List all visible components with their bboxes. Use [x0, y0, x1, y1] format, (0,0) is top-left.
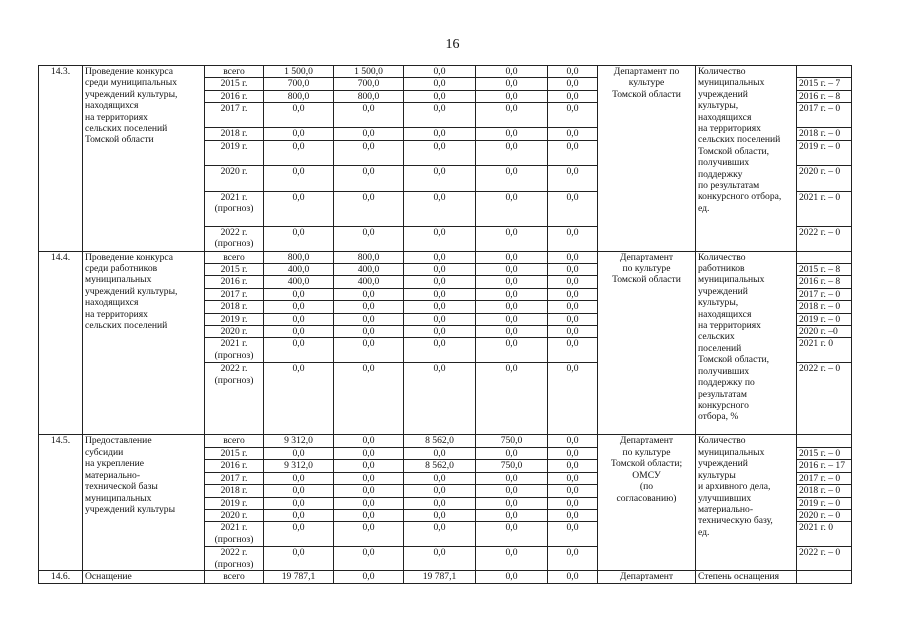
amount-col-5: 0,0 [548, 547, 598, 571]
amount-col-2: 0,0 [334, 226, 404, 251]
amount-col-3: 0,0 [404, 326, 476, 338]
indicator-value: 2020 г. –0 [797, 326, 852, 338]
amount-col-4: 0,0 [476, 78, 548, 90]
amount-col-2: 0,0 [334, 140, 404, 165]
amount-col-2: 0,0 [334, 571, 404, 583]
amount-col-1: 800,0 [264, 90, 334, 102]
amount-col-1: 0,0 [264, 447, 334, 459]
amount-col-3: 0,0 [404, 497, 476, 509]
period-label: 2016 г. [205, 460, 264, 472]
indicator-value [797, 251, 852, 263]
amount-col-4: 0,0 [476, 90, 548, 102]
amount-col-4: 0,0 [476, 165, 548, 191]
amount-col-5: 0,0 [548, 226, 598, 251]
amount-col-3: 0,0 [404, 226, 476, 251]
activity-name: Предоставление субсидии на укрепление материально- технической базы муниципальных учреждений культуры [83, 435, 205, 571]
activity-name: Проведение конкурса среди муниципальных учреждений культуры, находящихся на территориях сельских поселений Томской области [83, 66, 205, 252]
amount-col-5: 0,0 [548, 509, 598, 521]
amount-col-1: 0,0 [264, 326, 334, 338]
amount-col-5: 0,0 [548, 571, 598, 583]
amount-col-2: 800,0 [334, 251, 404, 263]
amount-col-3: 0,0 [404, 264, 476, 276]
amount-col-5: 0,0 [548, 103, 598, 128]
amount-col-4: 0,0 [476, 301, 548, 313]
amount-col-2: 0,0 [334, 326, 404, 338]
indicator-value: 2017 г. – 0 [797, 103, 852, 128]
table-row [39, 251, 852, 263]
amount-col-4: 0,0 [476, 276, 548, 288]
period-label: 2017 г. [205, 103, 264, 128]
amount-col-2: 0,0 [334, 472, 404, 484]
amount-col-4: 0,0 [476, 509, 548, 521]
amount-col-3: 0,0 [404, 191, 476, 226]
amount-col-1: 9 312,0 [264, 460, 334, 472]
period-label: 2018 г. [205, 128, 264, 140]
period-label: всего [205, 66, 264, 78]
amount-col-4: 0,0 [476, 547, 548, 571]
amount-col-3: 0,0 [404, 509, 476, 521]
amount-col-1: 0,0 [264, 191, 334, 226]
amount-col-4: 0,0 [476, 313, 548, 325]
amount-col-5: 0,0 [548, 338, 598, 363]
indicator-value: 2016 г. – 8 [797, 276, 852, 288]
amount-col-1: 0,0 [264, 226, 334, 251]
period-label: 2017 г. [205, 288, 264, 300]
amount-col-1: 700,0 [264, 78, 334, 90]
amount-col-1: 19 787,1 [264, 571, 334, 583]
indicator-value: 2016 г. – 8 [797, 90, 852, 102]
table-row [39, 571, 852, 583]
amount-col-4: 0,0 [476, 103, 548, 128]
executor: Департамент по культуре Томской области [598, 66, 696, 252]
indicator-value: 2022 г. – 0 [797, 226, 852, 251]
amount-col-2: 0,0 [334, 313, 404, 325]
period-label: 2021 г. (прогноз) [205, 338, 264, 363]
amount-col-2: 0,0 [334, 509, 404, 521]
amount-col-1: 0,0 [264, 363, 334, 435]
indicator-value: 2021 г. – 0 [797, 191, 852, 226]
amount-col-2: 0,0 [334, 460, 404, 472]
amount-col-5: 0,0 [548, 301, 598, 313]
amount-col-2: 0,0 [334, 363, 404, 435]
program-activities-table [38, 65, 852, 584]
activity-name: Проведение конкурса среди работников муниципальных учреждений культуры, находящихся на территориях сельских поселений [83, 251, 205, 435]
amount-col-3: 0,0 [404, 78, 476, 90]
amount-col-2: 0,0 [334, 435, 404, 447]
amount-col-1: 0,0 [264, 509, 334, 521]
indicator-value: 2021 г. 0 [797, 522, 852, 547]
amount-col-3: 0,0 [404, 251, 476, 263]
period-label: 2021 г. (прогноз) [205, 191, 264, 226]
amount-col-4: 0,0 [476, 363, 548, 435]
amount-col-4: 0,0 [476, 522, 548, 547]
amount-col-5: 0,0 [548, 288, 598, 300]
amount-col-1: 0,0 [264, 485, 334, 497]
amount-col-3: 0,0 [404, 66, 476, 78]
indicator-value: 2022 г. – 0 [797, 547, 852, 571]
period-label: 2021 г. (прогноз) [205, 522, 264, 547]
amount-col-1: 0,0 [264, 103, 334, 128]
period-label: 2016 г. [205, 276, 264, 288]
indicator-value: 2018 г. – 0 [797, 301, 852, 313]
amount-col-2: 800,0 [334, 90, 404, 102]
indicator-value: 2019 г. – 0 [797, 140, 852, 165]
amount-col-5: 0,0 [548, 447, 598, 459]
amount-col-2: 0,0 [334, 485, 404, 497]
amount-col-1: 400,0 [264, 264, 334, 276]
amount-col-5: 0,0 [548, 435, 598, 447]
amount-col-3: 0,0 [404, 301, 476, 313]
period-label: всего [205, 571, 264, 583]
amount-col-5: 0,0 [548, 497, 598, 509]
amount-col-2: 0,0 [334, 103, 404, 128]
amount-col-1: 0,0 [264, 128, 334, 140]
section-number: 14.5. [39, 435, 83, 571]
indicator-value: 2017 г. – 0 [797, 472, 852, 484]
amount-col-2: 0,0 [334, 497, 404, 509]
amount-col-3: 0,0 [404, 128, 476, 140]
amount-col-3: 0,0 [404, 472, 476, 484]
amount-col-1: 0,0 [264, 301, 334, 313]
period-label: 2019 г. [205, 497, 264, 509]
indicator-value: 2019 г. – 0 [797, 497, 852, 509]
amount-col-4: 0,0 [476, 264, 548, 276]
amount-col-2: 1 500,0 [334, 66, 404, 78]
amount-col-2: 0,0 [334, 547, 404, 571]
amount-col-5: 0,0 [548, 128, 598, 140]
amount-col-4: 0,0 [476, 326, 548, 338]
period-label: 2020 г. [205, 326, 264, 338]
section-number: 14.4. [39, 251, 83, 435]
period-label: 2017 г. [205, 472, 264, 484]
amount-col-5: 0,0 [548, 326, 598, 338]
amount-col-3: 0,0 [404, 276, 476, 288]
amount-col-5: 0,0 [548, 485, 598, 497]
indicator-value: 2022 г. – 0 [797, 363, 852, 435]
amount-col-1: 0,0 [264, 472, 334, 484]
indicator-value: 2019 г. – 0 [797, 313, 852, 325]
period-label: 2016 г. [205, 90, 264, 102]
period-label: 2018 г. [205, 485, 264, 497]
amount-col-5: 0,0 [548, 191, 598, 226]
amount-col-3: 0,0 [404, 522, 476, 547]
amount-col-2: 0,0 [334, 288, 404, 300]
amount-col-3: 0,0 [404, 103, 476, 128]
section-number: 14.3. [39, 66, 83, 252]
activity-name: Оснащение [83, 571, 205, 583]
indicator: Количество работников муниципальных учреждений культуры, находящихся на территориях сельских поселений Томской области, получивших поддержку по результатам конкурсного отбора, % [696, 251, 797, 435]
amount-col-5: 0,0 [548, 66, 598, 78]
period-label: 2019 г. [205, 313, 264, 325]
indicator-value: 2018 г. – 0 [797, 485, 852, 497]
executor: Департамент по культуре Томской области; ОМСУ (по согласованию) [598, 435, 696, 571]
indicator-value: 2015 г. – 8 [797, 264, 852, 276]
amount-col-5: 0,0 [548, 165, 598, 191]
executor: Департамент [598, 571, 696, 583]
amount-col-2: 0,0 [334, 522, 404, 547]
amount-col-5: 0,0 [548, 313, 598, 325]
table-row [39, 435, 852, 447]
amount-col-2: 0,0 [334, 338, 404, 363]
amount-col-3: 0,0 [404, 485, 476, 497]
amount-col-4: 0,0 [476, 485, 548, 497]
period-label: 2015 г. [205, 447, 264, 459]
indicator-value: 2015 г. – 7 [797, 78, 852, 90]
amount-col-1: 0,0 [264, 140, 334, 165]
amount-col-1: 0,0 [264, 522, 334, 547]
amount-col-5: 0,0 [548, 276, 598, 288]
amount-col-1: 800,0 [264, 251, 334, 263]
indicator-value: 2016 г. – 17 [797, 460, 852, 472]
amount-col-2: 0,0 [334, 191, 404, 226]
amount-col-3: 0,0 [404, 90, 476, 102]
indicator: Количество муниципальных учреждений культуры, находящихся на территориях сельских поселений Томской области, получивших поддержку по результатам конкурсного отбора, ед. [696, 66, 797, 252]
amount-col-5: 0,0 [548, 522, 598, 547]
amount-col-4: 0,0 [476, 472, 548, 484]
amount-col-4: 0,0 [476, 447, 548, 459]
amount-col-2: 0,0 [334, 301, 404, 313]
period-label: 2020 г. [205, 165, 264, 191]
indicator-value [797, 66, 852, 78]
amount-col-2: 400,0 [334, 276, 404, 288]
amount-col-1: 9 312,0 [264, 435, 334, 447]
indicator-value: 2020 г. – 0 [797, 509, 852, 521]
amount-col-3: 0,0 [404, 288, 476, 300]
amount-col-4: 0,0 [476, 497, 548, 509]
amount-col-4: 0,0 [476, 251, 548, 263]
amount-col-3: 0,0 [404, 447, 476, 459]
amount-col-5: 0,0 [548, 472, 598, 484]
indicator: Степень оснащения [696, 571, 797, 583]
amount-col-5: 0,0 [548, 363, 598, 435]
amount-col-3: 8 562,0 [404, 435, 476, 447]
period-label: 2019 г. [205, 140, 264, 165]
indicator-value [797, 435, 852, 447]
page-number: 16 [445, 37, 460, 52]
indicator-value: 2020 г. – 0 [797, 165, 852, 191]
amount-col-2: 0,0 [334, 447, 404, 459]
table-row [39, 66, 852, 78]
amount-col-3: 0,0 [404, 363, 476, 435]
period-label: всего [205, 251, 264, 263]
amount-col-5: 0,0 [548, 264, 598, 276]
amount-col-2: 0,0 [334, 165, 404, 191]
amount-col-4: 0,0 [476, 571, 548, 583]
amount-col-4: 0,0 [476, 191, 548, 226]
amount-col-4: 0,0 [476, 226, 548, 251]
amount-col-4: 0,0 [476, 338, 548, 363]
indicator-value: 2017 г. – 0 [797, 288, 852, 300]
indicator-value: 2018 г. – 0 [797, 128, 852, 140]
period-label: 2020 г. [205, 509, 264, 521]
amount-col-3: 19 787,1 [404, 571, 476, 583]
executor: Департамент по культуре Томской области [598, 251, 696, 435]
amount-col-4: 0,0 [476, 288, 548, 300]
amount-col-2: 0,0 [334, 128, 404, 140]
amount-col-3: 0,0 [404, 140, 476, 165]
amount-col-4: 0,0 [476, 128, 548, 140]
amount-col-2: 700,0 [334, 78, 404, 90]
indicator: Количество муниципальных учреждений культуры и архивного дела, улучшивших материально- техническую базу, ед. [696, 435, 797, 571]
amount-col-1: 0,0 [264, 547, 334, 571]
amount-col-5: 0,0 [548, 90, 598, 102]
amount-col-5: 0,0 [548, 251, 598, 263]
period-label: 2022 г. (прогноз) [205, 363, 264, 435]
period-label: 2015 г. [205, 264, 264, 276]
amount-col-3: 0,0 [404, 313, 476, 325]
amount-col-5: 0,0 [548, 460, 598, 472]
indicator-value: 2015 г. – 0 [797, 447, 852, 459]
amount-col-1: 0,0 [264, 497, 334, 509]
indicator-value: 2021 г. 0 [797, 338, 852, 363]
section-number: 14.6. [39, 571, 83, 583]
amount-col-1: 0,0 [264, 288, 334, 300]
amount-col-3: 0,0 [404, 547, 476, 571]
amount-col-4: 0,0 [476, 66, 548, 78]
amount-col-4: 750,0 [476, 460, 548, 472]
period-label: 2022 г. (прогноз) [205, 547, 264, 571]
amount-col-5: 0,0 [548, 140, 598, 165]
amount-col-1: 400,0 [264, 276, 334, 288]
period-label: всего [205, 435, 264, 447]
amount-col-5: 0,0 [548, 78, 598, 90]
amount-col-1: 0,0 [264, 313, 334, 325]
period-label: 2015 г. [205, 78, 264, 90]
amount-col-4: 0,0 [476, 140, 548, 165]
amount-col-3: 0,0 [404, 165, 476, 191]
amount-col-3: 0,0 [404, 338, 476, 363]
period-label: 2018 г. [205, 301, 264, 313]
amount-col-3: 8 562,0 [404, 460, 476, 472]
amount-col-4: 750,0 [476, 435, 548, 447]
amount-col-1: 1 500,0 [264, 66, 334, 78]
amount-col-2: 400,0 [334, 264, 404, 276]
indicator-value [797, 571, 852, 583]
period-label: 2022 г. (прогноз) [205, 226, 264, 251]
amount-col-1: 0,0 [264, 338, 334, 363]
amount-col-1: 0,0 [264, 165, 334, 191]
